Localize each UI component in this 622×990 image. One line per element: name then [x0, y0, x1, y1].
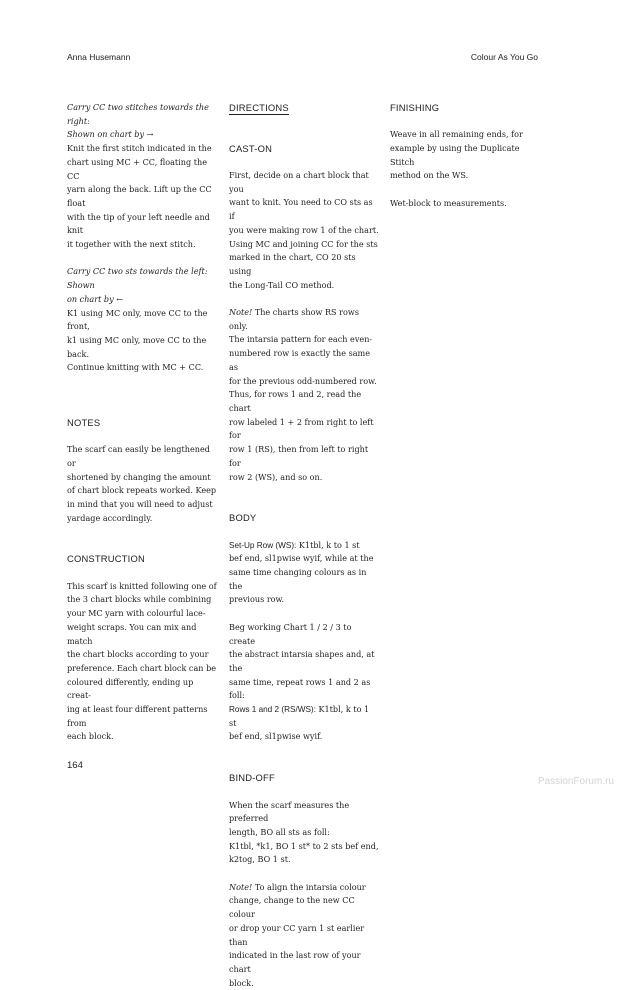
carry-right-line: yarn along the back. Lift up the CC float [67, 184, 212, 208]
note-charts-line: row 2 (WS), and so on. [229, 471, 323, 482]
construction-line: weight scraps. You can mix and match [67, 621, 197, 646]
construction-line: your MC yarn with colourful lace- [67, 608, 206, 619]
note-align-line: block. [229, 977, 254, 988]
caston-line: Using MC and joining CC for the sts [229, 238, 378, 249]
rows-instruction-line: bef end, sl1pwise wyif. [229, 731, 323, 742]
carry-right-line: Knit the first stitch indicated in the [67, 143, 212, 154]
caston-heading: CAST-ON [229, 142, 273, 154]
body-heading: BODY [229, 512, 257, 524]
construction-line: each block. [67, 731, 114, 742]
bindoff-line: length, BO all sts as foll: [229, 826, 330, 837]
column-middle [229, 101, 379, 990]
carry-right-line: with the tip of your left needle and knit [67, 211, 210, 236]
note-charts-line: Note! The charts show RS rows only. [229, 307, 359, 331]
running-header-author: Anna Husemann [67, 52, 131, 62]
construction-line: ing at least four different patterns from [67, 704, 208, 728]
bindoff-line: k2tog, BO 1 st. [229, 854, 291, 865]
construction-heading: CONSTRUCTION [67, 553, 145, 565]
notes-line: The scarf can easily be lengthened or [67, 444, 210, 468]
bindoff-line: K1tbl, *k1, BO 1 st* to 2 sts bef end, [229, 840, 379, 851]
carry-right-sub: Shown on chart by → [67, 129, 154, 140]
note-align-line: change, change to the new CC colour [229, 895, 355, 920]
construction-line: the chart blocks according to your [67, 649, 209, 660]
bindoff-heading: BIND-OFF [229, 772, 275, 784]
construction-line: the 3 chart blocks while combining [67, 594, 212, 605]
column-right [390, 101, 540, 211]
note-charts-line: The intarsia pattern for each even- [229, 334, 373, 345]
finishing-line: method on the WS. [390, 170, 469, 181]
beg-working-line: the abstract intarsia shapes and, at the [229, 649, 375, 673]
bindoff-line: When the scarf measures the preferred [229, 799, 350, 824]
setup-row-line: bef end, sl1pwise wyif, while at the [229, 553, 374, 564]
caston-line: the Long-Tail CO method. [229, 279, 335, 290]
carry-left-line: K1 using MC only, move CC to the front, [67, 307, 208, 332]
note-align-line: or drop your CC yarn 1 st earlier than [229, 922, 365, 947]
construction-line: This scarf is knitted following one of [67, 580, 217, 591]
beg-working-line: same time, repeat rows 1 and 2 as foll: [229, 676, 371, 701]
notes-line: of chart block repeats worked. Keep [67, 485, 217, 496]
column-left [67, 101, 217, 744]
note-charts-line: row 1 (RS), then from left to right for [229, 444, 369, 468]
notes-line: shortened by changing the amount [67, 471, 211, 482]
note-charts-line: row labeled 1 + 2 from right to left for [229, 416, 374, 441]
carry-right-line: it together with the next stitch. [67, 239, 196, 250]
note-charts-line: Thus, for rows 1 and 2, read the chart [229, 389, 362, 413]
watermark: PassionForum.ru [537, 776, 614, 787]
note-charts-line: for the previous odd-numbered row. [229, 375, 377, 386]
directions-heading: DIRECTIONS [229, 102, 289, 113]
carry-right-line: chart using MC + CC, floating the CC [67, 156, 207, 181]
setup-row-line: previous row. [229, 594, 285, 605]
notes-line: yardage accordingly. [67, 512, 153, 523]
notes-line: in mind that you will need to adjust [67, 498, 213, 509]
caston-line: you were making row 1 of the chart. [229, 224, 379, 235]
wet-block-line: Wet-block to measurements. [390, 197, 507, 208]
caston-line: First, decide on a chart block that you [229, 170, 369, 194]
rows-instruction-line: Rows 1 and 2 (RS/WS): K1tbl, k to 1 st [229, 704, 370, 728]
construction-line: coloured differently, ending up creat- [67, 676, 194, 701]
carry-left-line: k1 using MC only, move CC to the back. [67, 334, 207, 359]
notes-heading: NOTES [67, 416, 101, 428]
construction-line: preference. Each chart block can be [67, 662, 217, 673]
setup-row-line: same time changing colours as in the [229, 567, 367, 591]
note-align-line: Note! To align the intarsia colour [229, 881, 366, 892]
note-align-line: indicated in the last row of your chart [229, 950, 361, 974]
caston-line: want to knit. You need to CO sts as if [229, 197, 373, 222]
carry-left-sub: on chart by ← [67, 293, 124, 304]
caston-line: marked in the chart, CO 20 sts using [229, 252, 356, 276]
beg-working-line: Beg working Chart 1 / 2 / 3 to create [229, 621, 352, 646]
carry-right-title: Carry CC two stitches towards the right: [67, 102, 209, 126]
setup-row-line: Set-Up Row (WS): K1tbl, k to 1 st [229, 539, 360, 550]
carry-left-line: Continue knitting with MC + CC. [67, 362, 204, 373]
finishing-line: example by using the Duplicate Stitch [390, 143, 520, 167]
page-number: 164 [67, 760, 83, 771]
running-header-chapter: Colour As You Go [470, 52, 538, 62]
note-charts-line: numbered row is exactly the same as [229, 348, 371, 372]
finishing-heading: FINISHING [390, 102, 440, 113]
carry-left-title: Carry CC two sts towards the left: Shown [67, 266, 208, 291]
finishing-line: Weave in all remaining ends, for [390, 129, 523, 140]
